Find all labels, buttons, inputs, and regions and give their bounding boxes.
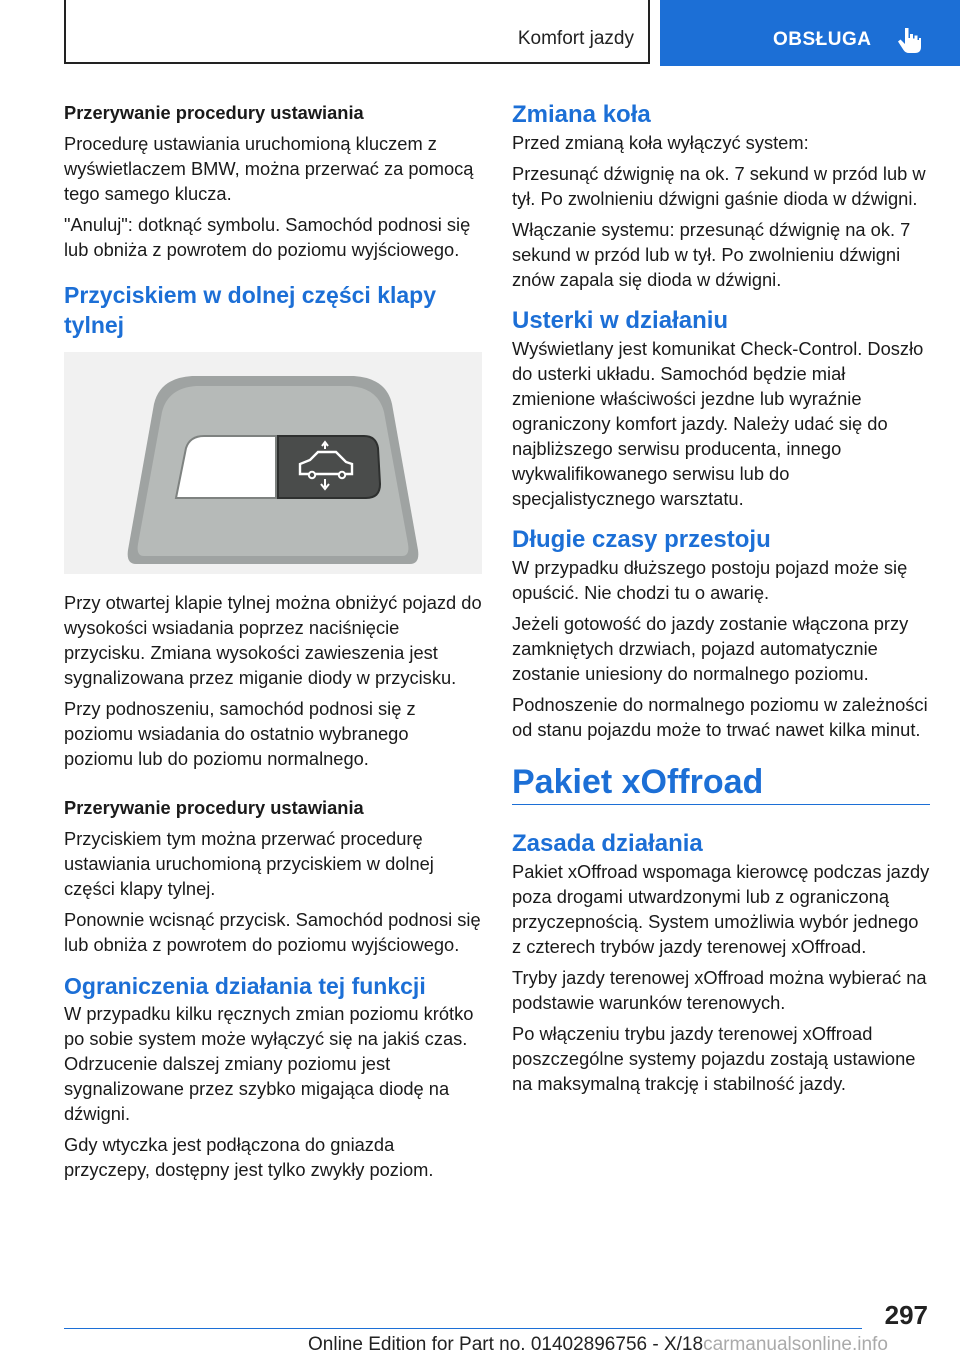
paragraph: Przy otwartej klapie tylnej można obniżyć pojazd do wysokości wsiadania poprzez naciśnięcie przycisku. Zmiana wysokości zawieszenia jest sygnalizowana przez miganie diody w przycisku. bbox=[64, 592, 482, 688]
tailgate-button-drawing bbox=[64, 352, 482, 574]
paragraph: Podnoszenie do normalnego poziomu w zależności od stanu pojazdu może to trwać nawet kilka minut. bbox=[512, 694, 928, 740]
edition-line bbox=[308, 1334, 888, 1356]
paragraph: Przy podnoszeniu, samochód podnosi się z poziomu wsiadania do ostatnio wybranego poziomu lub do poziomu normalnego. bbox=[64, 698, 416, 769]
header-section-box bbox=[64, 0, 650, 64]
header-section-title: Komfort jazdy bbox=[517, 28, 634, 49]
paragraph: Procedurę ustawiania uruchomioną kluczem z wyświetlaczem BMW, można przerwać za pomocą tego samego klucza. bbox=[64, 133, 474, 204]
header-chapter-tab bbox=[660, 0, 960, 66]
page-number: 297 bbox=[884, 1300, 928, 1330]
heading-malfunction: Usterki w działaniu bbox=[512, 307, 729, 334]
heading-tailgate-button: Przyciskiem w dolnej części klapy tylnej bbox=[64, 282, 437, 338]
hand-pointer-icon bbox=[896, 26, 922, 54]
paragraph: Po włączeniu trybu jazdy terenowej xOffroad poszczególne systemy pojazdu zostają ustawione na maksymalną trakcję i stabilność jazdy. bbox=[512, 1023, 916, 1094]
edition-text: Online Edition for Part no. 01402896756 - X/18 bbox=[308, 1334, 704, 1355]
header-chapter-label: OBSŁUGA bbox=[773, 29, 872, 50]
heading-principle: Zasada działania bbox=[512, 830, 703, 857]
footer-rule bbox=[64, 1328, 862, 1329]
heading-interrupt-procedure-2: Przerywanie procedury ustawiania bbox=[64, 797, 364, 818]
paragraph: Tryby jazdy terenowej xOffroad można wybierać na podstawie warunków terenowych. bbox=[512, 967, 927, 1013]
right-column bbox=[512, 100, 930, 1102]
heading-long-idle: Długie czasy przestoju bbox=[512, 526, 771, 553]
paragraph: Ponownie wcisnąć przycisk. Samochód podnosi się lub obniża z powrotem do poziomu wyjściowego. bbox=[64, 909, 481, 955]
paragraph: Przed zmianą koła wyłączyć system: bbox=[512, 132, 809, 153]
section-rule bbox=[512, 804, 930, 805]
paragraph: Wyświetlany jest komunikat Check-Control. Doszło do usterki układu. Samochód będzie miał zmienione właściwości jezdne lub wyraźnie ograniczony komfort jazdy. Należy udać się do najbliższego serwisu producenta, innego wykwalifikowanego serwisu lub do specjalistycznego warsztatu. bbox=[512, 338, 924, 509]
watermark-text: carmanualsonline.info bbox=[703, 1334, 888, 1355]
heading-xoffroad-package: Pakiet xOffroad bbox=[512, 763, 764, 801]
paragraph: "Anuluj": dotknąć symbolu. Samochód podnosi się lub obniża z powrotem do poziomu wyjściowego. bbox=[64, 214, 471, 260]
paragraph: Pakiet xOffroad wspomaga kierowcę podczas jazdy poza drogami utwardzonymi lub z ograniczoną przyczepnością. System umożliwia wybór jednego z czterech trybów jazdy terenowej xOffroad. bbox=[512, 861, 930, 957]
paragraph: Przesunąć dźwignię na ok. 7 sekund w przód lub w tył. Po zwolnieniu dźwigni gaśnie dioda w dźwigni. bbox=[512, 163, 926, 209]
paragraph: W przypadku dłuższego postoju pojazd może się opuścić. Nie chodzi tu o awarię. bbox=[512, 557, 908, 603]
paragraph: Gdy wtyczka jest podłączona do gniazda przyczepy, dostępny jest tylko zwykły poziom. bbox=[64, 1134, 434, 1180]
paragraph: Włączanie systemu: przesunąć dźwignię na ok. 7 sekund w przód lub w tył. Po zwolnieniu dźwigni znów zapala się dioda w dźwigni. bbox=[512, 219, 911, 290]
paragraph: W przypadku kilku ręcznych zmian poziomu krótko po sobie system może wyłączyć się na jakiś czas. Odrzucenie dalszej zmiany poziomu jest sygnalizowane przez szybko migająca diodę na dźwigni. bbox=[64, 1003, 474, 1124]
paragraph: Przyciskiem tym można przerwać procedurę ustawiania uruchomioną przyciskiem w dolnej części klapy tylnej. bbox=[64, 828, 434, 899]
heading-wheel-change: Zmiana koła bbox=[512, 101, 651, 128]
paragraph: Jeżeli gotowość do jazdy zostanie włączona przy zamkniętych drzwiach, pojazd automatycznie zostanie uniesiony do normalnego poziomu. bbox=[512, 613, 909, 684]
heading-interrupt-procedure: Przerywanie procedury ustawiania bbox=[64, 102, 364, 123]
left-column bbox=[64, 100, 482, 1188]
heading-function-limits: Ograniczenia działania tej funkcji bbox=[64, 973, 426, 999]
tailgate-button-illustration bbox=[64, 352, 482, 574]
page-header bbox=[0, 0, 960, 66]
